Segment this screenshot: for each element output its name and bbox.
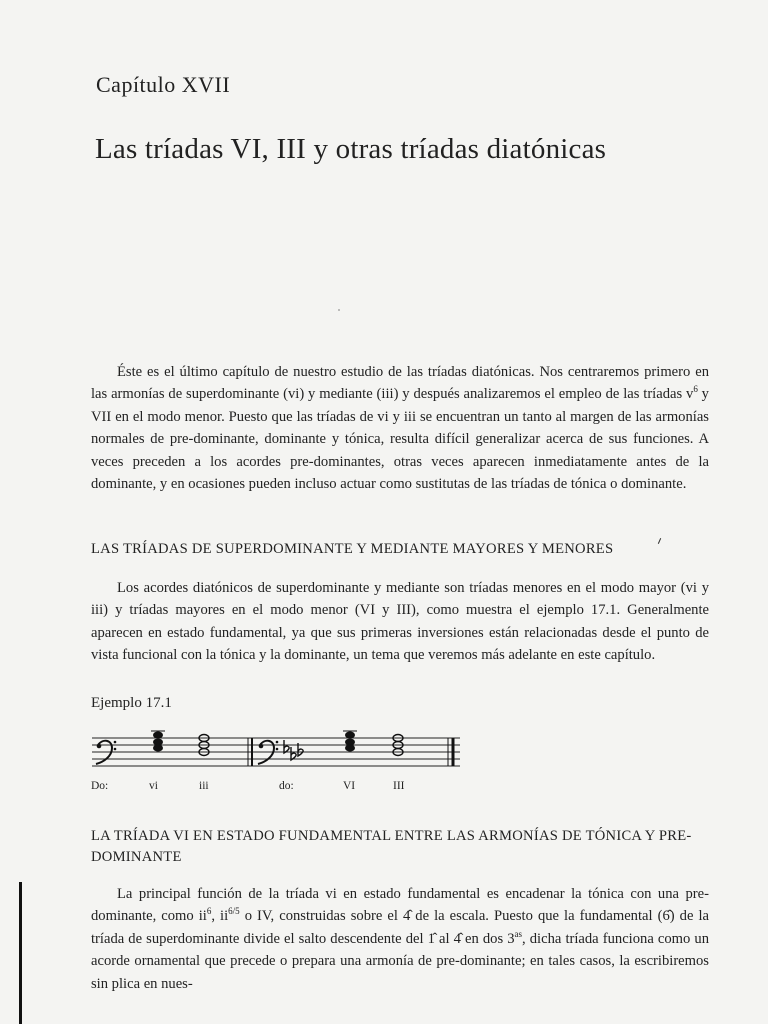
- intro-text-part-2: y VII en el modo menor. Puesto que las tríadas de vi y iii se encuentran un tanto al margen de las armonías normales de pre-dominante, dominante y tónica, resulta difícil generalizar acerca de sus funciones. A veces preceden a los acordes pre-dominantes, otras veces aparecen inmediatamente antes de la dominante, y en ocasiones pueden incluso actuar como sustitutas de las tríadas de tónica o dominante.: [91, 386, 709, 493]
- section-1-paragraph: Los acordes diatónicos de superdominante y mediante son tríadas menores en el modo mayor (vi y iii) y tríadas mayores en el modo menor (VI y III), como muestra el ejemplo 17.1. Generalmente aparecen en estado fundamental, ya que sus primeras inversiones están relacionadas desde el punto de vista funcional con la tónica y la dominante, un tema que veremos más adelante en este capítulo.: [91, 580, 709, 664]
- section-2-text-1: La principal función de la tríada vi en estado fundamental es encadenar la tónica con una pre-dominante, como ii: [91, 886, 709, 925]
- intro-paragraph: [91, 361, 709, 495]
- chapter-label: Capítulo XVII: [96, 72, 231, 97]
- flat-key-signature-icon: [284, 740, 303, 760]
- chord-vi-major: [151, 731, 165, 752]
- section-2-text-3: o IV, construidas sobre el 4̂ de la escala. Puesto que la fundamental (6̂) de la tríada de superdominante divide el salto descendente del 1̂ al 4̂ en dos 3: [91, 908, 709, 947]
- binding-shadow: [19, 882, 22, 1024]
- major-key-label: Do:: [91, 780, 109, 792]
- intro-superscript: 6: [693, 384, 698, 395]
- example-label: Ejemplo 17.1: [91, 695, 172, 711]
- intro-text-part-1: Éste es el último capítulo de nuestro estudio de las tríadas diatónicas. Nos centraremos primero en las armonías de superdominante (vi) y mediante (iii) y después analizaremos el empleo de las tríadas v: [91, 364, 709, 403]
- harmony-labels: [91, 780, 451, 798]
- scan-speck: [338, 309, 340, 311]
- section-2-paragraph: [91, 883, 709, 995]
- section-2-text-4: , dicha tríada funciona como un acorde ornamental que precede o prepara una armonía de pre-dominante; en tales casos, la escribiremos sin plica en nues-: [91, 930, 709, 992]
- music-example-staff: [88, 728, 460, 776]
- section-2-sup-1: 6: [206, 906, 212, 917]
- chord-VI-minor: [343, 731, 357, 752]
- section-2-text-2: , ii: [211, 908, 229, 925]
- section-heading-2: LA TRÍADA VI EN ESTADO FUNDAMENTAL ENTRE LAS ARMONÍAS DE TÓNICA Y PRE-DOMINANTE: [91, 828, 692, 865]
- chord-label-VI: VI: [343, 780, 356, 792]
- minor-key-label: do:: [279, 780, 294, 792]
- chord-label-vi: vi: [149, 780, 158, 792]
- section-2-sup-2: 6/5: [228, 906, 240, 917]
- chord-label-iii: iii: [199, 780, 209, 792]
- chapter-title: Las tríadas VI, III y otras tríadas diatónicas: [95, 133, 607, 165]
- chord-label-III: III: [393, 780, 405, 792]
- section-2-sup-3: as: [514, 928, 523, 939]
- section-heading-1: LAS TRÍADAS DE SUPERDOMINANTE Y MEDIANTE MAYORES Y MENORES: [91, 541, 614, 557]
